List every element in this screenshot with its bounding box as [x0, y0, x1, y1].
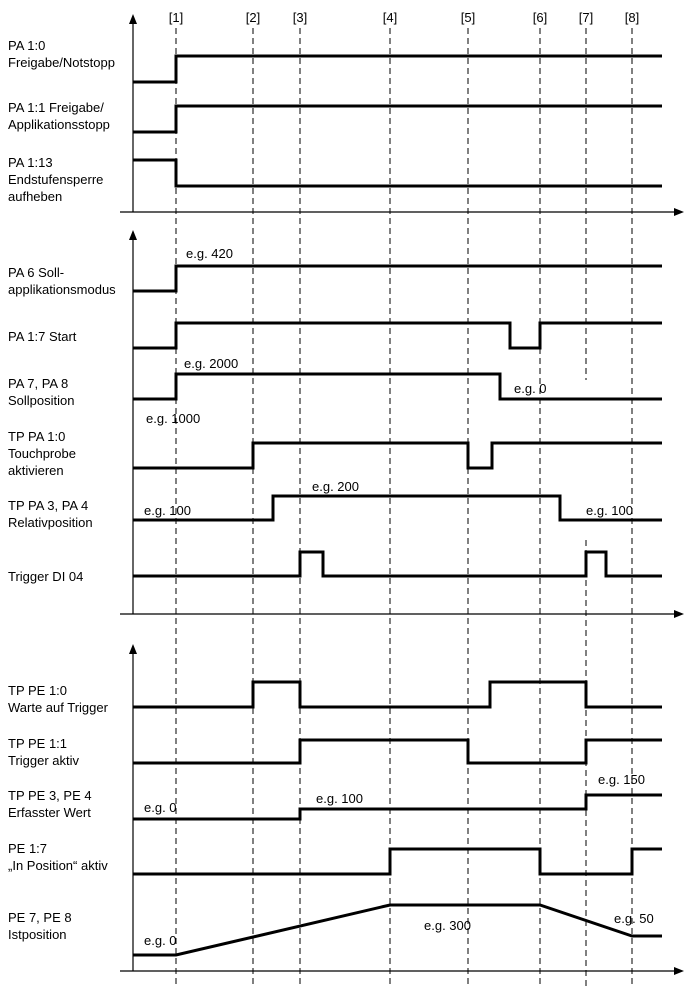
- waveform-tp-pa-3-4: [133, 496, 662, 520]
- signal-label-pa-1-0: [8, 38, 115, 70]
- waveform-pa-1-13: [133, 160, 662, 186]
- value-pa78-2000: e.g. 2000: [184, 356, 239, 371]
- marker-5: [5]: [460, 10, 476, 25]
- waveform-pa-7-8: [133, 374, 662, 399]
- waveform-tp-pa-1-0: [133, 443, 662, 468]
- marker-7: [7]: [578, 10, 594, 25]
- signal-label-pe-1-7: [8, 841, 108, 873]
- axis-section-2: [120, 230, 684, 618]
- svg-text:TP PA 1:0: TP PA 1:0: [8, 429, 66, 444]
- svg-text:aktivieren: aktivieren: [8, 463, 64, 478]
- waveform-tp-pe-3-4: [133, 795, 662, 819]
- svg-text:PE 1:7: PE 1:7: [8, 841, 48, 856]
- svg-text:applikationsmodus: applikationsmodus: [8, 282, 116, 297]
- waveform-pa-1-7: [133, 323, 662, 348]
- svg-text:Istposition: Istposition: [8, 927, 67, 942]
- value-pe78-300: e.g. 300: [424, 918, 471, 933]
- svg-text:Applikationsstopp: Applikationsstopp: [8, 117, 110, 132]
- signal-label-pa-6: [8, 265, 116, 297]
- value-tprel-200: e.g. 200: [312, 479, 359, 494]
- signal-label-tp-pe-3-4: [8, 788, 92, 820]
- signal-label-pa-1-1: [8, 100, 110, 132]
- marker-1: [1]: [168, 10, 184, 25]
- marker-8: [8]: [624, 10, 640, 25]
- value-pa78-0: e.g. 0: [514, 381, 547, 396]
- signal-label-pa-1-7: [8, 329, 77, 344]
- value-tprel-100b: e.g. 100: [586, 503, 633, 518]
- signal-label-tp-pa-3-4: [8, 498, 93, 530]
- value-pa78-1000: e.g. 1000: [146, 411, 201, 426]
- svg-text:PA 1:13: PA 1:13: [8, 155, 53, 170]
- value-tprel-100a: e.g. 100: [144, 503, 191, 518]
- svg-text:TP PE 1:1: TP PE 1:1: [8, 736, 68, 751]
- svg-text:PA 7, PA 8: PA 7, PA 8: [8, 376, 69, 391]
- waveform-tp-pe-1-0: [133, 682, 662, 707]
- signal-label-trigger-di-04: [8, 569, 83, 584]
- value-pa6-420: e.g. 420: [186, 246, 233, 261]
- svg-text:Freigabe/Notstopp: Freigabe/Notstopp: [8, 55, 115, 70]
- value-pe34-0: e.g. 0: [144, 800, 177, 815]
- marker-2: [2]: [245, 10, 261, 25]
- waveform-pe-7-8: [133, 905, 662, 955]
- svg-text:PA 1:1 Freigabe/: PA 1:1 Freigabe/: [8, 100, 104, 115]
- value-pe78-0: e.g. 0: [144, 933, 177, 948]
- waveform-trigger-di-04: [133, 552, 662, 576]
- svg-text:TP PA 3, PA 4: TP PA 3, PA 4: [8, 498, 89, 513]
- svg-text:PA 6 Soll-: PA 6 Soll-: [8, 265, 65, 280]
- signal-label-tp-pe-1-1: [8, 736, 80, 768]
- svg-text:PA 1:0: PA 1:0: [8, 38, 46, 53]
- value-pe78-50: e.g. 50: [614, 911, 654, 926]
- signal-label-tp-pa-1-0: [8, 429, 76, 478]
- signal-label-pe-7-8: [8, 910, 72, 942]
- svg-text:Relativposition: Relativposition: [8, 515, 93, 530]
- waveform-pe-1-7: [133, 849, 662, 874]
- value-pe34-100: e.g. 100: [316, 791, 363, 806]
- svg-text:Warte auf Trigger: Warte auf Trigger: [8, 700, 108, 715]
- waveform-pa-1-0: [133, 56, 662, 82]
- signal-label-pa-7-8: [8, 376, 75, 408]
- svg-text:TP PE 1:0: TP PE 1:0: [8, 683, 68, 698]
- time-marker-lines: [176, 28, 632, 988]
- svg-text:Trigger DI 04: Trigger DI 04: [8, 569, 84, 584]
- marker-6: [6]: [532, 10, 548, 25]
- marker-3: [3]: [292, 10, 308, 25]
- svg-text:„In Position“ aktiv: „In Position“ aktiv: [8, 858, 108, 873]
- svg-text:PE 7, PE 8: PE 7, PE 8: [8, 910, 72, 925]
- signal-label-tp-pe-1-0: [8, 683, 109, 715]
- svg-text:PA 1:7 Start: PA 1:7 Start: [8, 329, 77, 344]
- svg-text:Erfasster Wert: Erfasster Wert: [8, 805, 91, 820]
- svg-text:aufheben: aufheben: [8, 189, 63, 204]
- value-pe34-150: e.g. 150: [598, 772, 645, 787]
- waveform-pa-1-1: [133, 106, 662, 132]
- svg-text:Touchprobe: Touchprobe: [8, 446, 76, 461]
- svg-text:Trigger aktiv: Trigger aktiv: [8, 753, 80, 768]
- waveform-tp-pe-1-1: [133, 740, 662, 763]
- svg-text:TP PE 3, PE 4: TP PE 3, PE 4: [8, 788, 92, 803]
- svg-text:Sollposition: Sollposition: [8, 393, 75, 408]
- signal-label-pa-1-13: [8, 155, 103, 204]
- marker-4: [4]: [382, 10, 398, 25]
- svg-text:Endstufensperre: Endstufensperre: [8, 172, 104, 187]
- waveform-pa-6: [133, 266, 662, 291]
